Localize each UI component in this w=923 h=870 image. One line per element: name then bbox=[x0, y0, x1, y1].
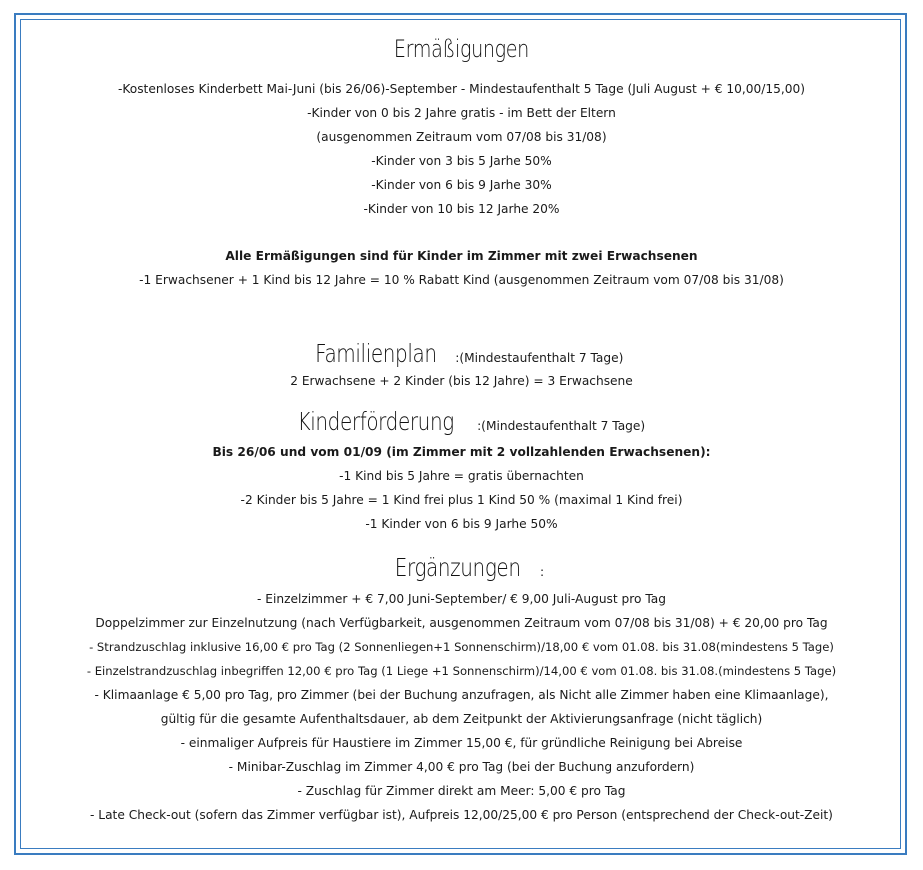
list-item: gültig für die gesamte Aufenthaltsdauer, ab dem Zeitpunkt der Aktivierungsanfrage (nicht täglich) bbox=[160, 712, 763, 726]
list-item: -Kinder von 10 bis 12 Jarhe 20% bbox=[363, 202, 560, 216]
heading-suffix: :(Mindestaufenthalt 7 Tage) bbox=[477, 419, 646, 433]
heading-suffix: : bbox=[540, 565, 545, 579]
section-title-kinderfoerderung bbox=[0, 404, 923, 444]
list-item: -2 Kinder bis 5 Jahre = 1 Kind frei plus 1 Kind 50 % (maximal 1 Kind frei) bbox=[240, 493, 683, 507]
list-item: -Kinder von 6 bis 9 Jarhe 30% bbox=[371, 178, 552, 192]
list-item: - Late Check-out (sofern das Zimmer verfügbar ist), Aufpreis 12,00/25,00 € pro Person (entsprechend der Check-out-Zeit) bbox=[90, 808, 833, 822]
heading-text: Ergänzungen bbox=[394, 553, 521, 582]
section-title-ergaenzungen bbox=[0, 550, 923, 590]
list-item: - einmaliger Aufpreis für Haustiere im Zimmer 15,00 €, für gründliche Reinigung bei Abreise bbox=[180, 736, 743, 750]
list-item: - Strandzuschlag inklusive 16,00 € pro Tag (2 Sonnenliegen+1 Sonnenschirm)/18,00 € vom 01.08. bis 31.08(mindestens 5 Tage) bbox=[89, 640, 834, 654]
list-item: - Einzelstrandzuschlag inbegriffen 12,00 € pro Tag (1 Liege +1 Sonnenschirm)/14,00 € vom 01.08. bis 31.08.(mindestens 5 Tage) bbox=[86, 664, 837, 678]
list-item: -1 Kind bis 5 Jahre = gratis übernachten bbox=[339, 469, 584, 483]
heading-text: Ermäßigungen bbox=[393, 35, 530, 63]
section-title-ermaessigungen bbox=[0, 35, 923, 63]
list-item: -Kinder von 3 bis 5 Jarhe 50% bbox=[371, 154, 552, 168]
list-item: Doppelzimmer zur Einzelnutzung (nach Verfügbarkeit, ausgenommen Zeitraum vom 07/08 bis 31/08) + € 20,00 pro Tag bbox=[95, 616, 828, 630]
list-item: -Kostenloses Kinderbett Mai-Juni (bis 26/06)-September - Mindestaufenthalt 5 Tage (Juli August + € 10,00/15,00) bbox=[117, 82, 806, 96]
heading-suffix: :(Mindestaufenthalt 7 Tage) bbox=[455, 351, 624, 365]
note-line: -1 Erwachsener + 1 Kind bis 12 Jahre = 10 % Rabatt Kind (ausgenommen Zeitraum vom 07/08 bis 31/08) bbox=[139, 273, 784, 287]
heading-text: Kinderförderung bbox=[297, 407, 454, 436]
heading-text: Familienplan bbox=[314, 339, 437, 368]
list-item: (ausgenommen Zeitraum vom 07/08 bis 31/08) bbox=[316, 130, 607, 144]
section-title-familienplan bbox=[0, 336, 923, 376]
list-item: - Zuschlag für Zimmer direkt am Meer: 5,00 € pro Tag bbox=[297, 784, 626, 798]
list-item: 2 Erwachsene + 2 Kinder (bis 12 Jahre) = 3 Erwachsene bbox=[290, 374, 633, 388]
list-item: - Einzelzimmer + € 7,00 Juni-September/ € 9,00 Juli-August pro Tag bbox=[257, 592, 666, 606]
list-item: -Kinder von 0 bis 2 Jahre gratis - im Bett der Eltern bbox=[307, 106, 616, 120]
list-item: - Klimaanlage € 5,00 pro Tag, pro Zimmer (bei der Buchung anzufragen, als Nicht alle Zimmer haben eine Klimaanlage), bbox=[94, 688, 829, 702]
list-item: -1 Kinder von 6 bis 9 Jarhe 50% bbox=[365, 517, 558, 531]
list-item: - Minibar-Zuschlag im Zimmer 4,00 € pro Tag (bei der Buchung anzufordern) bbox=[228, 760, 695, 774]
bold-note: Alle Ermäßigungen sind für Kinder im Zimmer mit zwei Erwachsenen bbox=[225, 249, 698, 263]
bold-note: Bis 26/06 und vom 01/09 (im Zimmer mit 2 vollzahlenden Erwachsenen): bbox=[212, 445, 711, 459]
